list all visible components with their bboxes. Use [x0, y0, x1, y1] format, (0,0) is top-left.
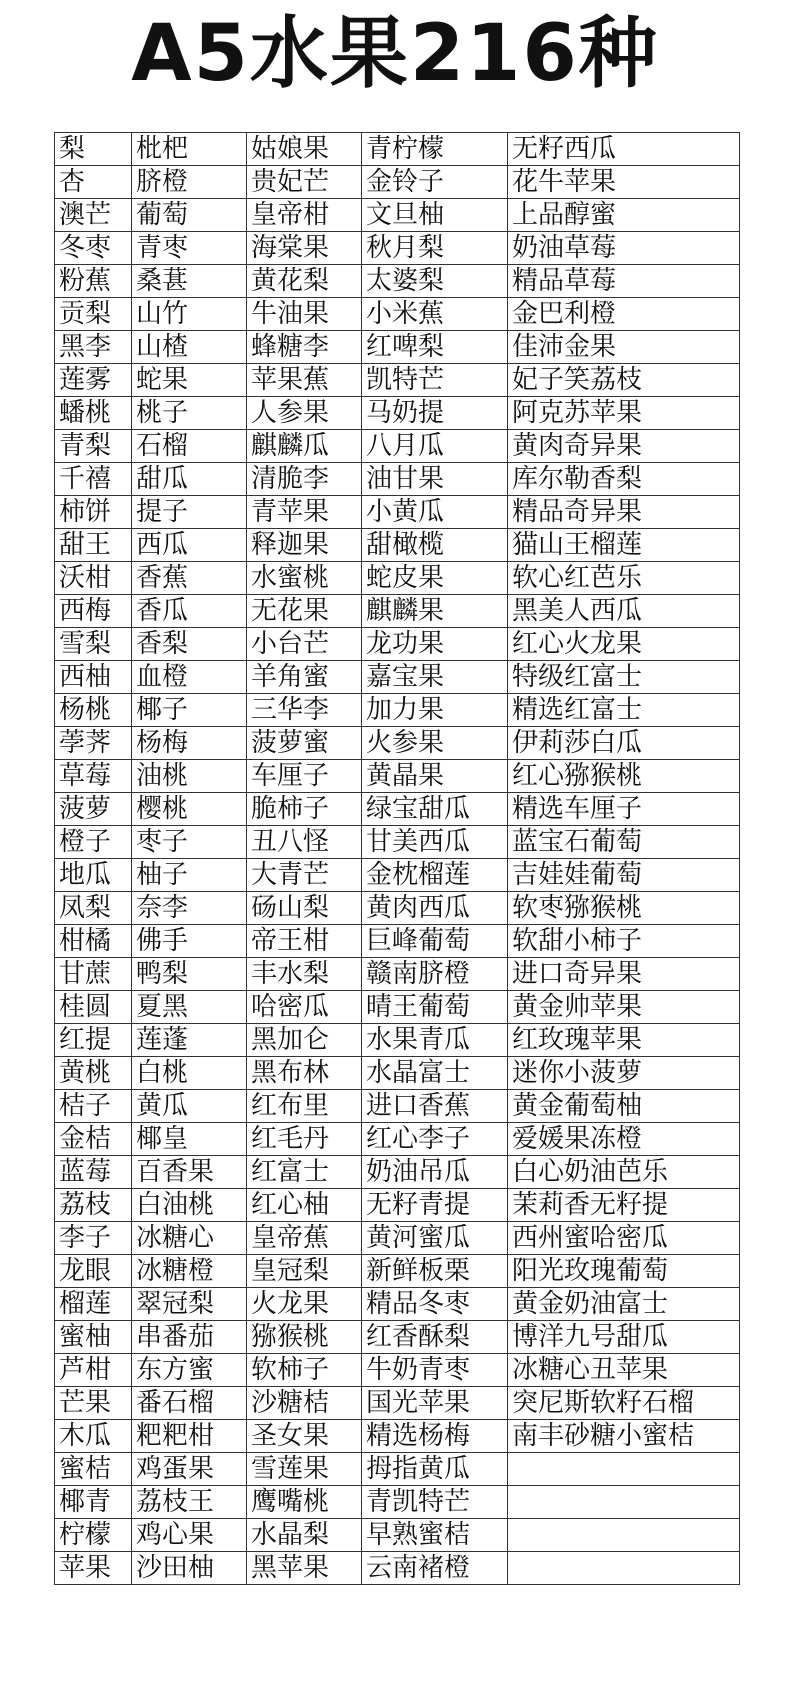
table-row [55, 496, 740, 529]
table-cell: 上品醇蜜 [508, 199, 740, 232]
table-cell: 红富士 [247, 1156, 362, 1189]
table-cell: 石榴 [132, 430, 247, 463]
table-row [55, 1156, 740, 1189]
table-cell: 油桃 [132, 760, 247, 793]
table-cell: 桂圆 [55, 991, 132, 1024]
table-cell: 甘蔗 [55, 958, 132, 991]
table-cell: 雪莲果 [247, 1453, 362, 1486]
table-cell: 佛手 [132, 925, 247, 958]
table-cell: 提子 [132, 496, 247, 529]
table-cell: 黄肉西瓜 [362, 892, 508, 925]
table-cell: 青苹果 [247, 496, 362, 529]
table-row [55, 1255, 740, 1288]
table-row [55, 727, 740, 760]
table-row [55, 1024, 740, 1057]
table-cell [508, 1519, 740, 1552]
table-cell: 蜜柚 [55, 1321, 132, 1354]
table-cell: 青枣 [132, 232, 247, 265]
table-cell: 黑美人西瓜 [508, 595, 740, 628]
table-cell: 蛇皮果 [362, 562, 508, 595]
table-cell: 帝王柑 [247, 925, 362, 958]
table-cell: 青梨 [55, 430, 132, 463]
table-cell [508, 1552, 740, 1585]
table-cell: 圣女果 [247, 1420, 362, 1453]
table-cell: 白心奶油芭乐 [508, 1156, 740, 1189]
table-cell: 黄金葡萄柚 [508, 1090, 740, 1123]
table-cell: 菠萝蜜 [247, 727, 362, 760]
table-cell: 冰糖心 [132, 1222, 247, 1255]
table-cell: 香梨 [132, 628, 247, 661]
table-cell: 西梅 [55, 595, 132, 628]
table-cell: 小黄瓜 [362, 496, 508, 529]
table-cell: 海棠果 [247, 232, 362, 265]
table-cell: 金巴利橙 [508, 298, 740, 331]
table-cell: 沃柑 [55, 562, 132, 595]
table-cell: 进口奇异果 [508, 958, 740, 991]
table-cell: 香蕉 [132, 562, 247, 595]
table-cell [508, 1486, 740, 1519]
table-cell: 柚子 [132, 859, 247, 892]
table-cell: 千禧 [55, 463, 132, 496]
table-cell: 皇帝柑 [247, 199, 362, 232]
table-cell: 黑加仑 [247, 1024, 362, 1057]
table-cell: 无花果 [247, 595, 362, 628]
table-cell: 爱媛果冻橙 [508, 1123, 740, 1156]
table-cell: 白桃 [132, 1057, 247, 1090]
table-cell: 菠萝 [55, 793, 132, 826]
table-cell: 黄河蜜瓜 [362, 1222, 508, 1255]
table-cell: 黄金帅苹果 [508, 991, 740, 1024]
table-row [55, 364, 740, 397]
table-cell: 芦柑 [55, 1354, 132, 1387]
table-cell: 山竹 [132, 298, 247, 331]
table-cell: 枣子 [132, 826, 247, 859]
table-cell: 黄花梨 [247, 265, 362, 298]
table-cell: 花牛苹果 [508, 166, 740, 199]
table-cell: 粑粑柑 [132, 1420, 247, 1453]
table-cell: 杨桃 [55, 694, 132, 727]
table-cell: 莲雾 [55, 364, 132, 397]
table-cell: 丑八怪 [247, 826, 362, 859]
table-row [55, 661, 740, 694]
table-cell: 枇杷 [132, 133, 247, 166]
table-cell: 晴王葡萄 [362, 991, 508, 1024]
table-cell: 软枣猕猴桃 [508, 892, 740, 925]
table-cell: 伊莉莎白瓜 [508, 727, 740, 760]
table-cell: 麒麟瓜 [247, 430, 362, 463]
table-cell: 脐橙 [132, 166, 247, 199]
table-cell: 黑李 [55, 331, 132, 364]
table-row [55, 1552, 740, 1585]
table-cell: 冰糖心丑苹果 [508, 1354, 740, 1387]
table-cell: 凤梨 [55, 892, 132, 925]
table-cell: 西柚 [55, 661, 132, 694]
table-row [55, 991, 740, 1024]
table-cell: 番石榴 [132, 1387, 247, 1420]
table-cell: 油甘果 [362, 463, 508, 496]
table-cell: 青柠檬 [362, 133, 508, 166]
table-row [55, 1222, 740, 1255]
table-cell: 鸡蛋果 [132, 1453, 247, 1486]
table-cell: 甜橄榄 [362, 529, 508, 562]
table-row [55, 529, 740, 562]
table-row [55, 1519, 740, 1552]
table-cell: 贵妃芒 [247, 166, 362, 199]
table-cell: 杏 [55, 166, 132, 199]
table-cell: 文旦柚 [362, 199, 508, 232]
table-cell: 木瓜 [55, 1420, 132, 1453]
table-cell: 莲蓬 [132, 1024, 247, 1057]
table-cell: 柑橘 [55, 925, 132, 958]
table-cell: 猫山王榴莲 [508, 529, 740, 562]
table-cell: 红玫瑰苹果 [508, 1024, 740, 1057]
table-cell: 丰水梨 [247, 958, 362, 991]
table-row [55, 166, 740, 199]
table-cell: 蛇果 [132, 364, 247, 397]
table-cell: 芒果 [55, 1387, 132, 1420]
table-cell: 精品奇异果 [508, 496, 740, 529]
table-row [55, 331, 740, 364]
table-cell: 梨 [55, 133, 132, 166]
table-cell: 八月瓜 [362, 430, 508, 463]
table-row [55, 232, 740, 265]
table-cell: 鹰嘴桃 [247, 1486, 362, 1519]
table-cell: 百香果 [132, 1156, 247, 1189]
table-row [55, 1321, 740, 1354]
table-cell: 地瓜 [55, 859, 132, 892]
table-cell: 贡梨 [55, 298, 132, 331]
table-cell: 荔枝 [55, 1189, 132, 1222]
table-cell: 新鲜板栗 [362, 1255, 508, 1288]
table-cell: 太婆梨 [362, 265, 508, 298]
table-cell: 猕猴桃 [247, 1321, 362, 1354]
table-cell: 红心火龙果 [508, 628, 740, 661]
table-cell: 甜王 [55, 529, 132, 562]
table-row [55, 1420, 740, 1453]
table-cell: 马奶提 [362, 397, 508, 430]
table-cell: 奈李 [132, 892, 247, 925]
table-cell: 水蜜桃 [247, 562, 362, 595]
table-cell: 夏黑 [132, 991, 247, 1024]
table-row [55, 298, 740, 331]
table-cell: 沙田柚 [132, 1552, 247, 1585]
table-cell: 水晶梨 [247, 1519, 362, 1552]
table-cell: 龙功果 [362, 628, 508, 661]
table-cell: 粉蕉 [55, 265, 132, 298]
table-cell: 红心猕猴桃 [508, 760, 740, 793]
table-cell: 柿饼 [55, 496, 132, 529]
table-row [55, 265, 740, 298]
table-cell: 甘美西瓜 [362, 826, 508, 859]
table-cell: 进口香蕉 [362, 1090, 508, 1123]
table-cell: 软甜小柿子 [508, 925, 740, 958]
table-cell: 释迦果 [247, 529, 362, 562]
table-cell: 椰皇 [132, 1123, 247, 1156]
table-cell: 草莓 [55, 760, 132, 793]
table-cell: 绿宝甜瓜 [362, 793, 508, 826]
table-cell: 精选红富士 [508, 694, 740, 727]
table-cell: 精品草莓 [508, 265, 740, 298]
table-cell: 皇冠梨 [247, 1255, 362, 1288]
table-cell: 香瓜 [132, 595, 247, 628]
table-cell: 车厘子 [247, 760, 362, 793]
table-row [55, 760, 740, 793]
table-cell: 无籽西瓜 [508, 133, 740, 166]
table-row [55, 1189, 740, 1222]
table-cell: 红香酥梨 [362, 1321, 508, 1354]
table-cell: 阿克苏苹果 [508, 397, 740, 430]
table-cell: 软心红芭乐 [508, 562, 740, 595]
table-cell: 椰青 [55, 1486, 132, 1519]
table-cell: 杨梅 [132, 727, 247, 760]
table-cell: 南丰砂糖小蜜桔 [508, 1420, 740, 1453]
table-cell: 黑布林 [247, 1057, 362, 1090]
table-row [55, 628, 740, 661]
table-cell: 库尔勒香梨 [508, 463, 740, 496]
table-row [55, 694, 740, 727]
table-row [55, 859, 740, 892]
table-row [55, 430, 740, 463]
table-cell: 突尼斯软籽石榴 [508, 1387, 740, 1420]
table-row [55, 793, 740, 826]
table-cell: 巨峰葡萄 [362, 925, 508, 958]
table-cell: 红心柚 [247, 1189, 362, 1222]
table-cell: 龙眼 [55, 1255, 132, 1288]
table-cell: 红提 [55, 1024, 132, 1057]
table-cell: 吉娃娃葡萄 [508, 859, 740, 892]
table-cell: 金枕榴莲 [362, 859, 508, 892]
table-cell: 白油桃 [132, 1189, 247, 1222]
table-cell: 精选车厘子 [508, 793, 740, 826]
table-cell: 黄金奶油富士 [508, 1288, 740, 1321]
table-cell: 哈密瓜 [247, 991, 362, 1024]
table-cell: 翠冠梨 [132, 1288, 247, 1321]
table-cell: 苹果 [55, 1552, 132, 1585]
table-cell: 国光苹果 [362, 1387, 508, 1420]
table-cell: 火参果 [362, 727, 508, 760]
table-cell: 拇指黄瓜 [362, 1453, 508, 1486]
table-cell: 小台芒 [247, 628, 362, 661]
table-row [55, 1354, 740, 1387]
table-cell: 蜂糖李 [247, 331, 362, 364]
table-cell: 椰子 [132, 694, 247, 727]
table-cell: 黄瓜 [132, 1090, 247, 1123]
table-cell: 精选杨梅 [362, 1420, 508, 1453]
table-cell: 秋月梨 [362, 232, 508, 265]
table-cell: 皇帝蕉 [247, 1222, 362, 1255]
table-cell: 苹果蕉 [247, 364, 362, 397]
table-cell: 凯特芒 [362, 364, 508, 397]
table-cell: 三华李 [247, 694, 362, 727]
table-cell: 奶油吊瓜 [362, 1156, 508, 1189]
table-cell: 脆柿子 [247, 793, 362, 826]
table-cell: 佳沛金果 [508, 331, 740, 364]
table-cell: 云南褚橙 [362, 1552, 508, 1585]
table-cell: 柠檬 [55, 1519, 132, 1552]
table-cell: 蜜桔 [55, 1453, 132, 1486]
table-cell: 迷你小菠萝 [508, 1057, 740, 1090]
table-cell: 榴莲 [55, 1288, 132, 1321]
table-cell: 冰糖橙 [132, 1255, 247, 1288]
table-cell: 桔子 [55, 1090, 132, 1123]
table-cell: 青凯特芒 [362, 1486, 508, 1519]
table-cell: 西州蜜哈密瓜 [508, 1222, 740, 1255]
table-row [55, 958, 740, 991]
table-row [55, 925, 740, 958]
table-cell: 水晶富士 [362, 1057, 508, 1090]
table-cell: 荔枝王 [132, 1486, 247, 1519]
table-cell: 早熟蜜桔 [362, 1519, 508, 1552]
table-cell: 特级红富士 [508, 661, 740, 694]
table-cell: 阳光玫瑰葡萄 [508, 1255, 740, 1288]
table-cell: 黄肉奇异果 [508, 430, 740, 463]
table-cell: 桃子 [132, 397, 247, 430]
table-cell: 嘉宝果 [362, 661, 508, 694]
table-cell: 樱桃 [132, 793, 247, 826]
page-title: A5水果216种 [131, 9, 659, 99]
table-row [55, 1057, 740, 1090]
table-cell: 鸭梨 [132, 958, 247, 991]
table-cell: 金桔 [55, 1123, 132, 1156]
table-cell: 人参果 [247, 397, 362, 430]
table-cell: 沙糖桔 [247, 1387, 362, 1420]
table-cell: 串番茄 [132, 1321, 247, 1354]
table-cell: 红啤梨 [362, 331, 508, 364]
table-cell: 清脆李 [247, 463, 362, 496]
table-row [55, 1453, 740, 1486]
table-cell: 李子 [55, 1222, 132, 1255]
table-row [55, 826, 740, 859]
table-cell: 血橙 [132, 661, 247, 694]
table-row [55, 1288, 740, 1321]
table-row [55, 463, 740, 496]
table-cell: 澳芒 [55, 199, 132, 232]
table-cell: 加力果 [362, 694, 508, 727]
table-row [55, 595, 740, 628]
table-row [55, 133, 740, 166]
table-cell: 红心李子 [362, 1123, 508, 1156]
table-cell: 砀山梨 [247, 892, 362, 925]
table-row [55, 1123, 740, 1156]
table-cell: 雪梨 [55, 628, 132, 661]
table-cell: 西瓜 [132, 529, 247, 562]
table-cell: 黑苹果 [247, 1552, 362, 1585]
table-cell: 蟠桃 [55, 397, 132, 430]
table-cell: 小米蕉 [362, 298, 508, 331]
table-cell: 精品冬枣 [362, 1288, 508, 1321]
table-cell: 东方蜜 [132, 1354, 247, 1387]
table-row [55, 1090, 740, 1123]
table-cell: 软柿子 [247, 1354, 362, 1387]
table-row [55, 892, 740, 925]
table-cell: 姑娘果 [247, 133, 362, 166]
table-cell: 羊角蜜 [247, 661, 362, 694]
table-cell: 牛奶青枣 [362, 1354, 508, 1387]
table-cell: 茉莉香无籽提 [508, 1189, 740, 1222]
table-row [55, 1486, 740, 1519]
table-row [55, 1387, 740, 1420]
table-cell: 牛油果 [247, 298, 362, 331]
table-cell: 荸荠 [55, 727, 132, 760]
table-cell: 大青芒 [247, 859, 362, 892]
table-cell: 奶油草莓 [508, 232, 740, 265]
table-cell: 火龙果 [247, 1288, 362, 1321]
table-cell: 橙子 [55, 826, 132, 859]
fruit-table-body [55, 133, 740, 1585]
table-cell: 蓝宝石葡萄 [508, 826, 740, 859]
table-cell: 蓝莓 [55, 1156, 132, 1189]
table-cell: 麒麟果 [362, 595, 508, 628]
table-cell: 赣南脐橙 [362, 958, 508, 991]
table-row [55, 562, 740, 595]
table-cell: 无籽青提 [362, 1189, 508, 1222]
table-cell: 黄晶果 [362, 760, 508, 793]
table-cell: 冬枣 [55, 232, 132, 265]
table-cell: 博洋九号甜瓜 [508, 1321, 740, 1354]
table-cell [508, 1453, 740, 1486]
table-cell: 水果青瓜 [362, 1024, 508, 1057]
table-row [55, 199, 740, 232]
table-cell: 红布里 [247, 1090, 362, 1123]
table-cell: 黄桃 [55, 1057, 132, 1090]
table-cell: 葡萄 [132, 199, 247, 232]
table-cell: 山楂 [132, 331, 247, 364]
table-cell: 桑葚 [132, 265, 247, 298]
fruit-table [54, 132, 740, 1585]
table-cell: 金铃子 [362, 166, 508, 199]
table-row [55, 397, 740, 430]
table-cell: 甜瓜 [132, 463, 247, 496]
table-cell: 妃子笑荔枝 [508, 364, 740, 397]
table-cell: 鸡心果 [132, 1519, 247, 1552]
table-cell: 红毛丹 [247, 1123, 362, 1156]
